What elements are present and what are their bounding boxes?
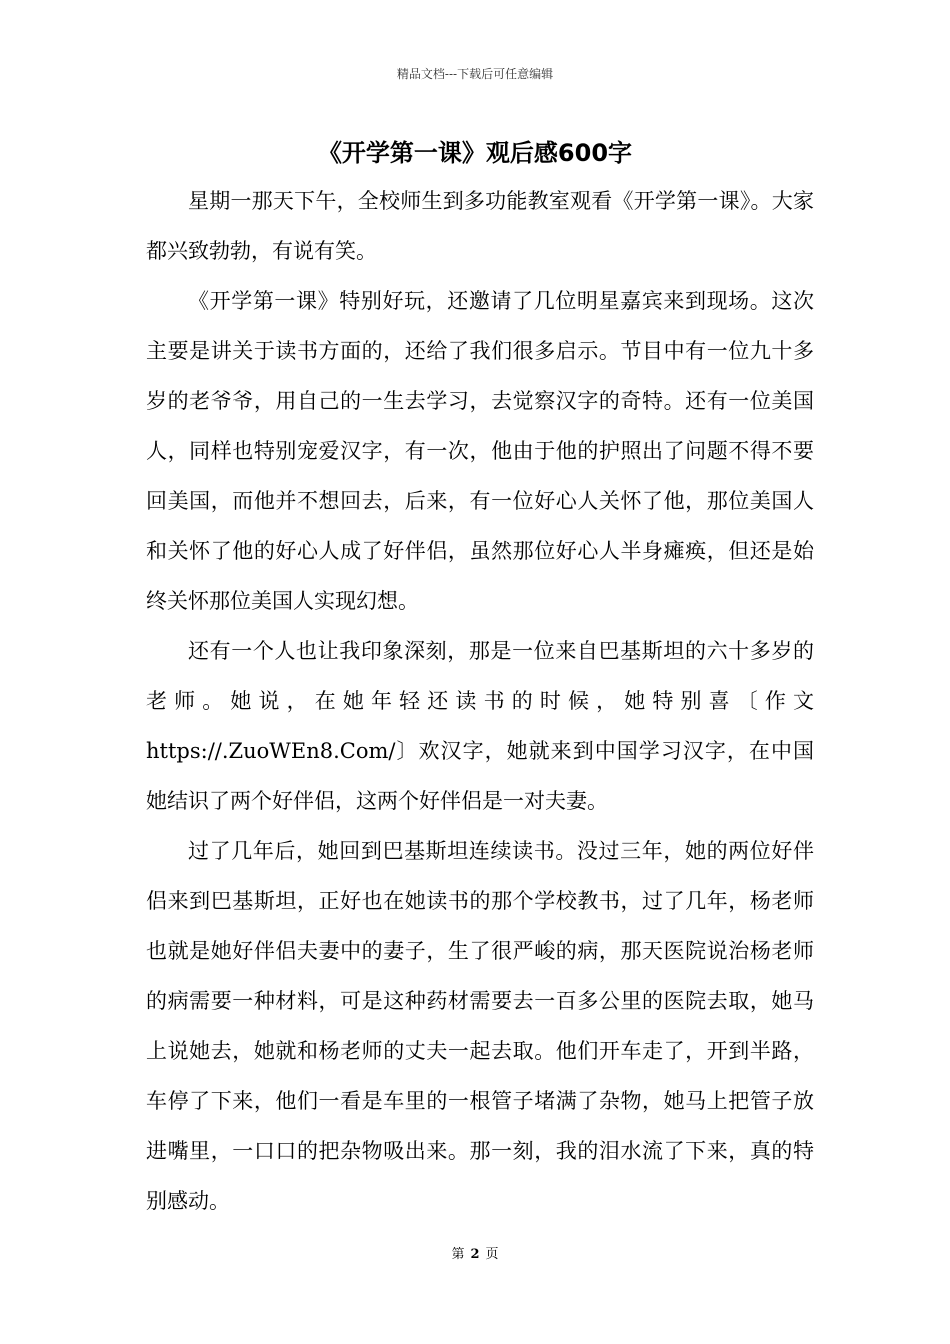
page-number: 2 <box>470 1247 480 1262</box>
page-header: 精品文档---下载后可任意编辑 <box>396 67 554 81</box>
paragraph-4: 过了几年后，她回到巴基斯坦连续读书。没过三年，她的两位好伴侣来到巴基斯坦，正好也在她读书的那个学校教书，过了几年，杨老师也就是她好伴侣夫妻中的妻子，生了很严峻的病，那天医院说治杨老师的病需要一种材料，可是这种药材需要去一百多公里的医院去取，她马上说她去，她就和杨老师的丈夫一起去取。他们开车走了，开到半路，车停了下来，他们一看是车里的一根管子堵满了杂物，她马上把管子放进嘴里，一口口的把杂物吸出来。那一刻，我的泪水流了下来，真的特别感动。 <box>146 839 814 1213</box>
paragraph-2: 《开学第一课》特别好玩，还邀请了几位明星嘉宾来到现场。这次主要是讲关于读书方面的，还给了我们很多启示。节目中有一位九十多岁的老爷爷，用自己的一生去学习，去觉察汉字的奇特。还有一位美国人，同样也特别宠爱汉字，有一次，他由于他的护照出了问题不得不要回美国，而他并不想回去，后来，有一位好心人关怀了他，那位美国人和关怀了他的好心人成了好伴侣，虽然那位好心人半身瘫痪，但还是始终关怀那位美国人实现幻想。 <box>146 289 814 613</box>
paragraph-1: 星期一那天下午，全校师生到多功能教室观看《开学第一课》。大家都兴致勃勃，有说有笑。 <box>146 189 814 263</box>
page-label-prefix: 第 <box>451 1247 465 1262</box>
document-title: 《开学第一课》观后感600字 <box>317 139 633 167</box>
paragraph-3: 还有一个人也让我印象深刻，那是一位来自巴基斯坦的六十多岁的老师。她说，在她年轻还读书的时候，她特别喜〔作文https://.ZuoWEn8.Com/〕欢汉字，她就来到中国学习汉字，在中国她结识了两个好伴侣，这两个好伴侣是一对夫妻。 <box>146 639 814 813</box>
document-body <box>146 176 814 1226</box>
page-footer <box>0 1246 950 1264</box>
page-label-suffix: 页 <box>485 1247 499 1262</box>
